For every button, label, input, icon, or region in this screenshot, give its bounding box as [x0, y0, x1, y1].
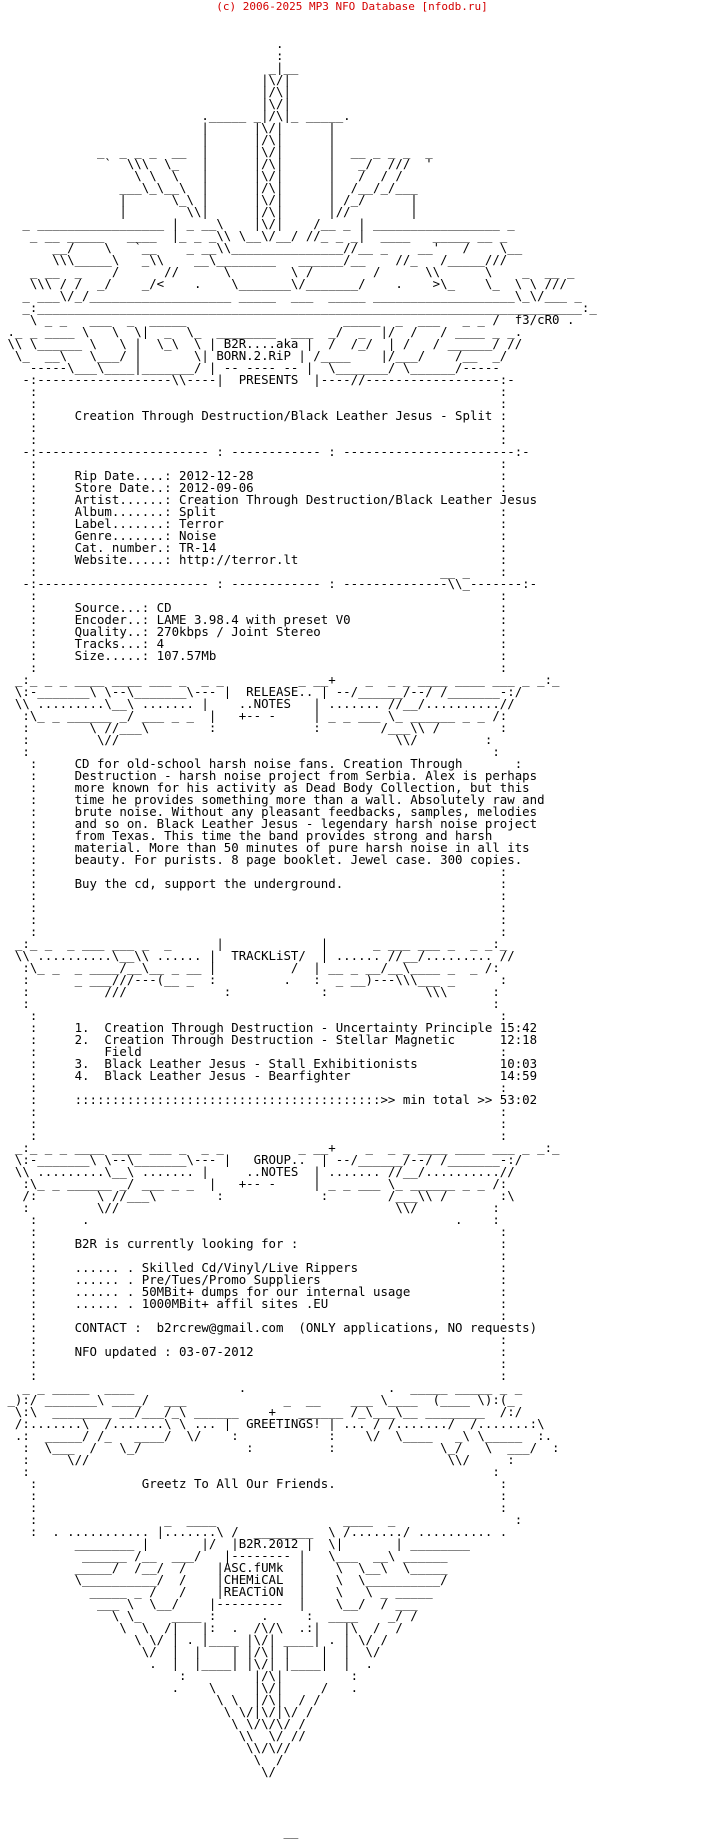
nfo-line: -:----------------------- : ------------ : -----------------------:-	[0, 444, 530, 459]
nfo-line: \\\_____\ _\\ __\________ ______/__ //_ /_____///	[0, 252, 508, 267]
nfo-line: __	[0, 1824, 299, 1839]
nfo-line: : :	[0, 1116, 508, 1131]
nfo-line: : brute noise. Without any pleasant feedbacks, samples, melodies	[0, 804, 538, 819]
nfo-line: : :	[0, 1500, 508, 1515]
nfo-line: \ \ |/\| / /	[0, 1692, 321, 1707]
nfo-line: : material. More than 50 minutes of pure harsh noise in all its	[0, 840, 530, 855]
site-header: (c) 2006-2025 MP3 NFO Database [nfodb.ru]	[216, 0, 488, 13]
nfo-line: : :	[0, 456, 508, 471]
nfo-line: : 1. Creation Through Destruction - Uncertainty Principle 15:42	[0, 1020, 538, 1035]
nfo-line: : Size.....: 107.57Mb :	[0, 648, 508, 663]
nfo-line: _:_________________________________________________________________________:_	[0, 300, 597, 315]
nfo-line: : Buy the cd, support the underground. :	[0, 876, 508, 891]
nfo-line: _ __ _ / // \ \ / / \\ \ _ __ _	[0, 264, 575, 279]
nfo-line: : Encoder..: LAME 3.98.4 with preset V0 :	[0, 612, 508, 627]
nfo-line: : 2. Creation Through Destruction - Stellar Magnetic 12:18	[0, 1032, 538, 1047]
nfo-line: : _ ____ ____ _ :	[0, 1512, 523, 1527]
nfo-line: : :	[0, 1248, 508, 1263]
nfo-line: : _ ___///---(__ _ : . : _ __)---\\\___ _ :	[0, 972, 508, 987]
nfo-line: \:-_______\ \--\_______\--- | RELEASE.. | --/______/--/ /_______-:/	[0, 684, 523, 699]
nfo-line: |\/|	[0, 96, 291, 111]
nfo-line: : :	[0, 1332, 508, 1347]
nfo-line: : :	[0, 888, 508, 903]
nfo-line: : :	[0, 924, 508, 939]
nfo-line: __/ \ `__ _ __\\_______________//__ _ __' / \__	[0, 240, 523, 255]
nfo-line: ._ _ ____ \ \ \| _ \_ ________ ___ _/ _ |/ / / ____ _ _.	[0, 324, 523, 339]
nfo-line: ________ | |/ |B2R.2012 | \| | ________	[0, 1536, 470, 1551]
nfo-line: : :	[0, 588, 508, 603]
nfo-line: : CONTACT : b2rcrew@gmail.com (ONLY applications, NO requests)	[0, 1320, 538, 1335]
nfo-line: |/\|	[0, 84, 291, 99]
nfo-line: : 4. Black Leather Jesus - Bearfighter 14:59	[0, 1068, 538, 1083]
nfo-line: \ \_ ____ : . : ____ _/ /	[0, 1608, 418, 1623]
nfo-line: _:_ _ _ ____ ____ ___ _ _ _ _ __+ _ _ _ ____ ____ ___ _ _:_	[0, 1140, 560, 1155]
nfo-line: .: _____/ /_ ____/ \/ : : \/ \____ _\ \_____ :.	[0, 1428, 553, 1443]
nfo-line: : ...... . 1000MBit+ affil sites .EU :	[0, 1296, 508, 1311]
nfo-line	[0, 1778, 597, 1790]
nfo-line: _ _________________ | _ __\ |\/| /__ _ | _________________ _	[0, 216, 515, 231]
nfo-ascii-art	[0, 14, 597, 1838]
nfo-line: | \_\ | |\/| | /_/ |	[0, 192, 418, 207]
nfo-line: : :	[0, 660, 508, 675]
nfo-line: : :	[0, 900, 508, 915]
nfo-line: : from Texas. This time the band provides strong and harsh	[0, 828, 493, 843]
nfo-line: -:----------------------- : ------------ : --------------\\_-------:-	[0, 576, 538, 591]
nfo-line: : \// \\/ :	[0, 1452, 515, 1467]
nfo-line: \\\ / / _/ _/< . \_______\/_______/ . >\_ \_ \ \ ///	[0, 276, 567, 291]
nfo-line: :\_ _ _ ____/__\__ _ __ | / | __ _ __/__\____ _ _ /:	[0, 960, 500, 975]
nfo-line: : \ //___\ : : /___\\ / :	[0, 720, 508, 735]
nfo-line: : Rip Date....: 2012-12-28 :	[0, 468, 508, 483]
nfo-line: :\_ _ ______ _/ ___ _ _ | +-- - | _ _ ___ \_ ______ _ _ /:	[0, 708, 508, 723]
nfo-line: : Cat. number.: TR-14 :	[0, 540, 508, 555]
nfo-line: : :	[0, 996, 500, 1011]
nfo-line: : . . :	[0, 1212, 500, 1227]
nfo-line: .	[0, 36, 284, 51]
nfo-line: : Label.......: Terror :	[0, 516, 508, 531]
nfo-line: :\_ _ ______ _/ ___ _ _ | +-- - | _ _ ___ \_ ______ _ _ /:	[0, 1176, 508, 1191]
nfo-line: ______ /__ ___/ |-------- | \___ __\ ______	[0, 1548, 448, 1563]
nfo-line: \\ \______ \ \ | \_\ \ | B2R....aka | / /_/ | / / ______/ //	[0, 336, 523, 351]
nfo-line: \/ | | | |/\| | | | \/	[0, 1644, 381, 1659]
nfo-line: _:_ _ _ ____ ____ ___ _ _ _ _ __+ _ _ _ ____ ____ ___ _ _:_	[0, 672, 560, 687]
nfo-line: : :	[0, 1224, 508, 1239]
nfo-line: | |/\| |	[0, 132, 336, 147]
nfo-line: | |\/| |	[0, 120, 336, 135]
nfo-line: \ /	[0, 1752, 284, 1767]
nfo-line: | \\| |/\| |// |	[0, 204, 418, 219]
nfo-line: \_ __\ \___/ | \| BORN.2.RiP | /____ |/___/ /__ _/	[0, 348, 508, 363]
nfo-line	[0, 1814, 597, 1826]
nfo-line: : :	[0, 1368, 508, 1383]
nfo-line: : CD for old-school harsh noise fans. Creation Through :	[0, 756, 523, 771]
nfo-line: : B2R is currently looking for : :	[0, 1236, 508, 1251]
nfo-line: \\ .........\__\ ....... | ..NOTES | ....... //__/..........//	[0, 696, 515, 711]
nfo-line: \\/\//	[0, 1740, 291, 1755]
nfo-line: : Genre.......: Noise :	[0, 528, 508, 543]
nfo-line: : __ _ :	[0, 564, 508, 579]
nfo-line: _____ _ / / |REACTiON | \ \ _ _____	[0, 1584, 433, 1599]
nfo-line: -----\___\____|_______/ | -- ---- -- | \_______/ \______/-----	[0, 360, 500, 375]
nfo-line: _ __ _____ ____ |_ _ _\\ \__\/__/ //_ _ _| ____ _____ __ _	[0, 228, 508, 243]
nfo-line: . | |____| |\/| |____| | .	[0, 1656, 373, 1671]
nfo-line: : :	[0, 420, 508, 435]
nfo-line: : :	[0, 1488, 508, 1503]
nfo-line: : :	[0, 744, 500, 759]
nfo-line: /: \ //___\ : : /___\\ / :\	[0, 1188, 515, 1203]
nfo-line: _ _ _ _ __ | |\/| | __ _ _ _ _	[0, 144, 433, 159]
nfo-line: : Tracks...: 4 :	[0, 636, 508, 651]
nfo-line: ._____ _|/\|_ _____.	[0, 108, 351, 123]
nfo-line: : Source...: CD :	[0, 600, 508, 615]
nfo-line: : Quality..: 270kbps / Joint Stereo :	[0, 624, 508, 639]
nfo-line: \ \/ | . |____ |\/| ____| . | \/ /	[0, 1632, 388, 1647]
nfo-line: \\ ..........\__\\ ...... | TRACKLiST/ | ...... //__/......... //	[0, 948, 515, 963]
nfo-line: \\ .........\__\ ....... | ..NOTES | ....... //__/..........//	[0, 1164, 515, 1179]
nfo-line: : Album.......: Split :	[0, 504, 508, 519]
nfo-line: _|__	[0, 60, 299, 75]
nfo-line: : more known for his activity as Dead Body Collection, but this	[0, 780, 530, 795]
nfo-line: _ _ _____ ____ . . _____ _____ _ _	[0, 1380, 523, 1395]
nfo-line: : :	[0, 1008, 508, 1023]
nfo-line: . \ |\/| / .	[0, 1680, 359, 1695]
nfo-line: : \___ / \_/ : : \_/ \ ___/ :	[0, 1440, 560, 1455]
nfo-line	[0, 1802, 597, 1814]
nfo-line: : . ........... |.......\ / ________ \ /......./ .......... .	[0, 1524, 508, 1539]
nfo-line: :	[0, 48, 284, 63]
nfo-line: : :	[0, 1104, 508, 1119]
nfo-line: \/	[0, 1764, 277, 1779]
nfo-line: -:------------------\\----| PRESENTS |----//------------------:-	[0, 372, 515, 387]
nfo-line: : /// : : \\\ :	[0, 984, 500, 999]
nfo-line: : :	[0, 432, 508, 447]
nfo-line: : Destruction - harsh noise project from Serbia. Alex is perhaps	[0, 768, 538, 783]
nfo-line	[0, 14, 597, 26]
nfo-line: : Store Date..: 2012-09-06 :	[0, 480, 508, 495]
nfo-line: : :	[0, 396, 508, 411]
nfo-line: : NFO updated : 03-07-2012 :	[0, 1344, 508, 1359]
nfo-line: : :	[0, 1128, 508, 1143]
nfo-line: : Artist......: Creation Through Destruction/Black Leather Jesus	[0, 492, 538, 507]
nfo-line: ___\_\__\ | |/\| | /__/_/___	[0, 180, 418, 195]
nfo-line: |\/|	[0, 72, 291, 87]
nfo-line: _____/ /__/ / |ASC.fUMk | \ \__\ \_____	[0, 1560, 448, 1575]
nfo-line: : :	[0, 864, 508, 879]
nfo-line: : :::::::::::::::::::::::::::::::::::::::::>> min total >> 53:02	[0, 1092, 538, 1107]
nfo-line: ` \\\ \_ | |/\| | _/ /// '	[0, 156, 433, 171]
nfo-line: \ \/|\/|\/ /	[0, 1704, 314, 1719]
nfo-line: : time he provides something more than a wall. Absolutely raw and	[0, 792, 545, 807]
nfo-line: _:_ _ _ ___ ___ _ _ | | _ ___ ___ _ _ _:_	[0, 936, 508, 951]
nfo-line: \ \ /| |: . /\/\ .:| |\ / /	[0, 1620, 403, 1635]
nfo-line: ___ \ \__/ |--------- | \__/ / ___	[0, 1596, 418, 1611]
nfo-line: : Creation Through Destruction/Black Leather Jesus - Split :	[0, 408, 508, 423]
nfo-line: : |/\| :	[0, 1668, 359, 1683]
nfo-line: _):/ _______\ ____/ ___ _ __ ___ \____ (____ \):(_	[0, 1392, 515, 1407]
nfo-line: : :	[0, 1356, 508, 1371]
nfo-line: : :	[0, 384, 508, 399]
nfo-line: : and so on. Black Leather Jesus - legendary harsh noise project	[0, 816, 538, 831]
nfo-line: : :	[0, 1080, 508, 1095]
nfo-line: \:\ ________ __/___/_\ ______ + ______ /_\___\__ ________ /:/	[0, 1404, 523, 1419]
nfo-line: _ ___\/_/___________________ _____ ___ _____ ___________________\_\/___ _	[0, 288, 582, 303]
nfo-line: : \// \\/ :	[0, 732, 493, 747]
nfo-line: \ _ _ ___ _ _____ _____ _ ___ _ _ / f3/cR0 .	[0, 312, 575, 327]
nfo-line: : :	[0, 912, 508, 927]
nfo-line: /:.......\ /.......\ \ ... | GREETINGS! | ... / /......./ /.......:\	[0, 1416, 545, 1431]
nfo-line: : \// \\/ :	[0, 1200, 500, 1215]
nfo-line: : Website.....: http://terror.lt :	[0, 552, 508, 567]
nfo-line: \ \ \ | |\/| | / / /	[0, 168, 403, 183]
nfo-line: : ...... . Skilled Cd/Vinyl/Live Rippers :	[0, 1260, 508, 1275]
nfo-line: : ...... . Pre/Tues/Promo Suppliers :	[0, 1272, 508, 1287]
nfo-line: \__________/ / |CHEMiCAL | \ \__________/	[0, 1572, 448, 1587]
nfo-line: : 3. Black Leather Jesus - Stall Exhibitionists 10:03	[0, 1056, 538, 1071]
nfo-line: : beauty. For purists. 8 page booklet. Jewel case. 300 copies.	[0, 852, 523, 867]
nfo-line	[0, 1790, 597, 1802]
nfo-line: : ...... . 50MBit+ dumps for our internal usage :	[0, 1284, 508, 1299]
nfo-line: : :	[0, 1308, 508, 1323]
nfo-line: \:-_______\ \--\_______\--- | GROUP.. | --/______/--/ /_______-:/	[0, 1152, 523, 1167]
nfo-line: \ \/\/\/ /	[0, 1716, 306, 1731]
nfo-line: : Field :	[0, 1044, 508, 1059]
nfo-line: \\ \/ //	[0, 1728, 306, 1743]
nfo-line: : Greetz To All Our Friends. :	[0, 1476, 508, 1491]
nfo-line: : :	[0, 1464, 500, 1479]
